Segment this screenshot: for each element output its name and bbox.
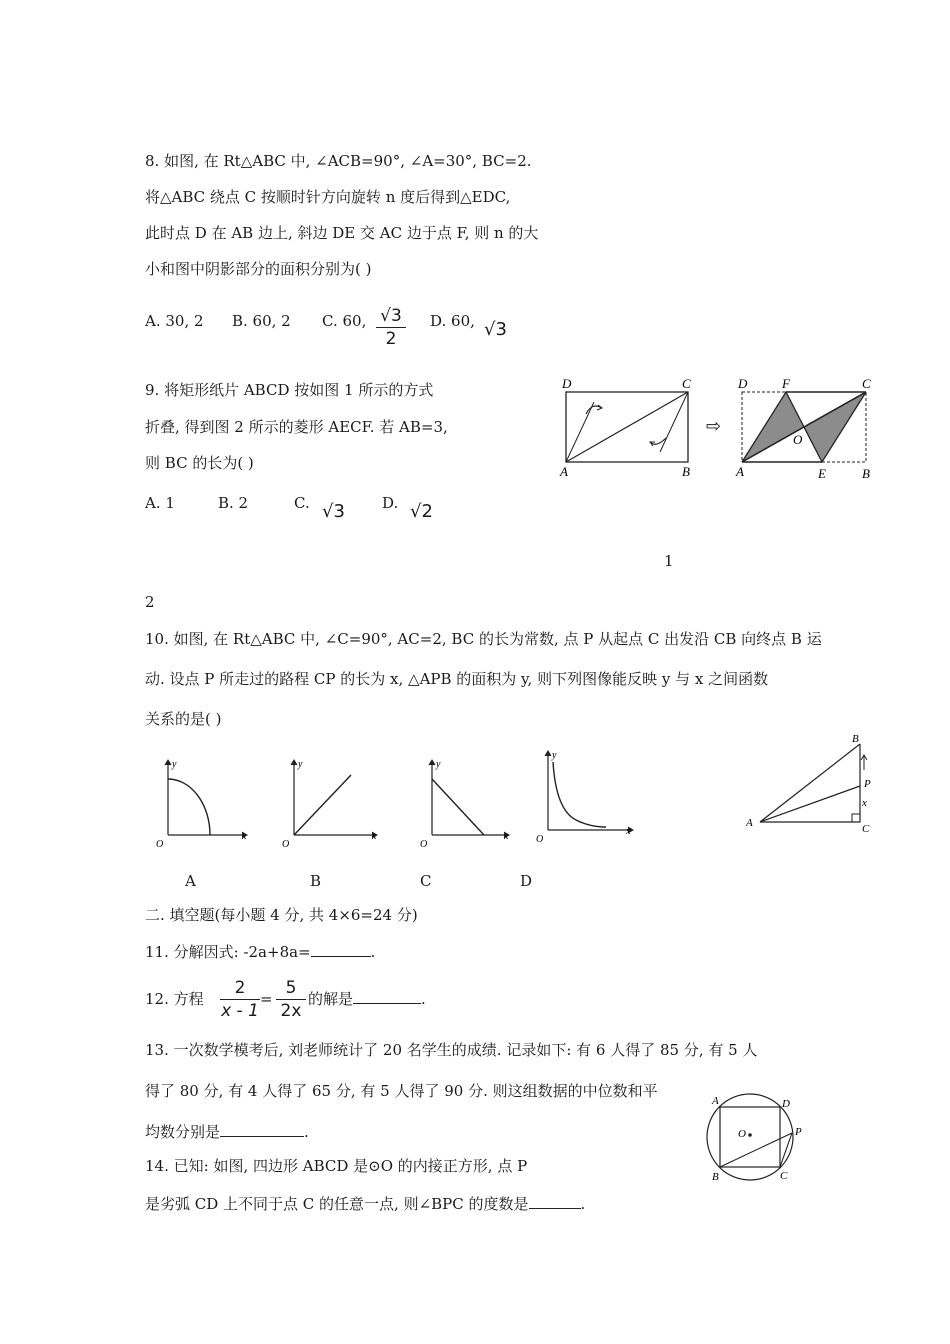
graph-a-x-label: x: [242, 831, 247, 842]
q8-option-c-fraction: [376, 306, 406, 349]
q14-line-2-text: 是劣弧 CD 上不同于点 C 的任意一点, 则∠BPC 的度数是: [145, 1195, 529, 1213]
q11-answer-blank[interactable]: [311, 942, 371, 957]
graph-a-y-label: y: [172, 759, 177, 770]
q8-option-d-value: √3: [484, 319, 507, 340]
q9-line-1: 9. 将矩形纸片 ABCD 按如图 1 所示的方式: [145, 381, 434, 399]
q9-line-2: 折叠, 得到图 2 所示的菱形 AECF. 若 AB=3,: [145, 418, 448, 436]
q8-line-3: 此时点 D 在 AB 边上, 斜边 DE 交 AC 边于点 F, 则 n 的大: [145, 224, 539, 242]
q9-figure-2: [734, 372, 884, 484]
q10-graph-a: [150, 755, 250, 850]
q10-triangle-figure: [740, 730, 880, 840]
q8-option-c-numerator: √3: [380, 306, 402, 326]
fig2-label-f: F: [782, 376, 790, 391]
fig2-label-e: E: [818, 466, 826, 481]
q11-text: 11. 分解因式: -2a+8a=: [145, 943, 311, 961]
q10-line-1: 10. 如图, 在 Rt△ABC 中, ∠C=90°, AC=2, BC 的长为常数, 点 P 从起点 C 出发沿 CB 向终点 B 运: [145, 630, 822, 648]
section-2-title: 二. 填空题(每小题 4 分, 共 4×6=24 分): [145, 906, 418, 924]
tri-label-c: C: [862, 823, 870, 835]
graph-d-origin: O: [536, 834, 544, 845]
q12-fraction-1: [220, 978, 260, 1021]
q12-answer-blank[interactable]: [353, 989, 421, 1004]
graph-b-x-label: x: [372, 831, 377, 842]
graph-c-x-label: x: [504, 831, 509, 842]
q13-line-1: 13. 一次数学模考后, 刘老师统计了 20 名学生的成绩. 记录如下: 有 6 人得了 85 分, 有 5 人: [145, 1041, 758, 1059]
q9-option-c-value: √3: [322, 501, 345, 522]
q14-label-a: A: [712, 1095, 719, 1107]
q10-line-3: 关系的是( ): [145, 710, 222, 728]
q8-line-2: 将△ABC 绕点 C 按顺时针方向旋转 n 度后得到△EDC,: [145, 188, 511, 206]
graph-d-x-label: x: [626, 826, 631, 837]
fig2-label-c: C: [862, 376, 871, 391]
q12-suffix: [308, 989, 426, 1009]
fraction-bar: [220, 999, 260, 1000]
fig1-label-c: C: [682, 376, 691, 391]
q10-graph-label-c: C: [420, 872, 432, 890]
q14-label-b: B: [712, 1171, 719, 1183]
q11: [145, 942, 375, 962]
fig2-label-b: B: [862, 466, 870, 481]
q12-equals: =: [260, 990, 273, 1008]
tri-label-p: P: [864, 778, 871, 790]
q8-option-c-prefix: C. 60,: [322, 312, 367, 330]
tri-label-b: B: [852, 733, 859, 745]
graph-d-y-label: y: [552, 750, 557, 761]
q12-frac2-numerator: 5: [285, 978, 297, 998]
q10-graph-b: [276, 755, 381, 850]
q8-line-4: 小和图中阴影部分的面积分别为( ): [145, 260, 372, 278]
fig1-label-b: B: [682, 464, 690, 479]
graph-a-origin: O: [156, 839, 164, 850]
q11-end: .: [370, 943, 376, 961]
q9-option-a: A. 1: [145, 494, 175, 512]
q9-caption-1: 1: [664, 552, 674, 570]
fig2-label-a: A: [736, 464, 744, 479]
q14-label-d: D: [782, 1098, 790, 1110]
q10-graph-label-b: B: [310, 872, 322, 890]
graph-c-y-label: y: [436, 759, 441, 770]
q8-option-c-denominator: 2: [385, 329, 397, 349]
q9-arrow-icon: ⇨: [706, 416, 722, 437]
fig1-label-a: A: [560, 464, 568, 479]
q14-end: .: [580, 1195, 586, 1213]
tri-label-x: x: [862, 797, 867, 809]
q8-option-a: A. 30, 2: [145, 312, 204, 330]
q14-line-2: [145, 1194, 585, 1214]
q12-frac1-numerator: 2: [234, 978, 246, 998]
q13-line-2: 得了 80 分, 有 4 人得了 65 分, 有 5 人得了 90 分. 则这组数据的中位数和平: [145, 1082, 658, 1100]
q10-graph-label-a: A: [185, 872, 196, 890]
q8-line-1: 8. 如图, 在 Rt△ABC 中, ∠ACB=90°, ∠A=30°, BC=2.: [145, 152, 532, 170]
fraction-bar: [276, 999, 306, 1000]
q10-graph-d: [532, 748, 637, 848]
q13-end: .: [304, 1123, 309, 1141]
q10-graph-c: [414, 755, 514, 850]
q9-line-3: 则 BC 的长为( ): [145, 454, 254, 472]
q13-line-3-text: 均数分别是: [145, 1123, 221, 1141]
q14-label-o: O: [738, 1128, 746, 1140]
q12-suffix-text: 的解是: [308, 990, 354, 1008]
q10-line-2: 动. 设点 P 所走过的路程 CP 的长为 x, △APB 的面积为 y, 则下列图像能反映 y 与 x 之间函数: [145, 670, 769, 688]
q12-prefix: 12. 方程: [145, 990, 204, 1008]
q12-frac1-denominator: x - 1: [221, 1001, 259, 1021]
q14-label-c: C: [780, 1170, 788, 1182]
q14-label-p: P: [795, 1126, 802, 1138]
fig2-label-d: D: [738, 376, 748, 391]
fig2-label-o: O: [793, 432, 803, 447]
q12-fraction-2: [276, 978, 306, 1021]
q9-option-c-prefix: C.: [294, 494, 310, 512]
graph-b-origin: O: [282, 839, 290, 850]
fig1-label-d: D: [562, 376, 572, 391]
q8-option-d-prefix: D. 60,: [430, 312, 475, 330]
graph-c-origin: O: [420, 839, 428, 850]
q9-option-b: B. 2: [218, 494, 249, 512]
q12-frac2-denominator: 2x: [280, 1001, 302, 1021]
q9-option-d-prefix: D.: [382, 494, 399, 512]
q9-figure-1: [556, 372, 706, 484]
fraction-bar: [376, 327, 406, 328]
graph-b-y-label: y: [298, 759, 303, 770]
q12-end: .: [421, 990, 426, 1008]
tri-label-a: A: [746, 817, 753, 829]
q9-caption-2: 2: [145, 593, 155, 611]
q13-answer-blank[interactable]: [220, 1122, 304, 1137]
q13-line-3: [145, 1122, 309, 1142]
q14-circle-figure: [700, 1088, 815, 1188]
q10-graph-label-d: D: [520, 872, 533, 890]
q14-line-1: 14. 已知: 如图, 四边形 ABCD 是⊙O 的内接正方形, 点 P: [145, 1157, 528, 1175]
q9-option-d-value: √2: [410, 501, 433, 522]
q8-option-b: B. 60, 2: [232, 312, 291, 330]
q14-answer-blank[interactable]: [529, 1194, 581, 1209]
